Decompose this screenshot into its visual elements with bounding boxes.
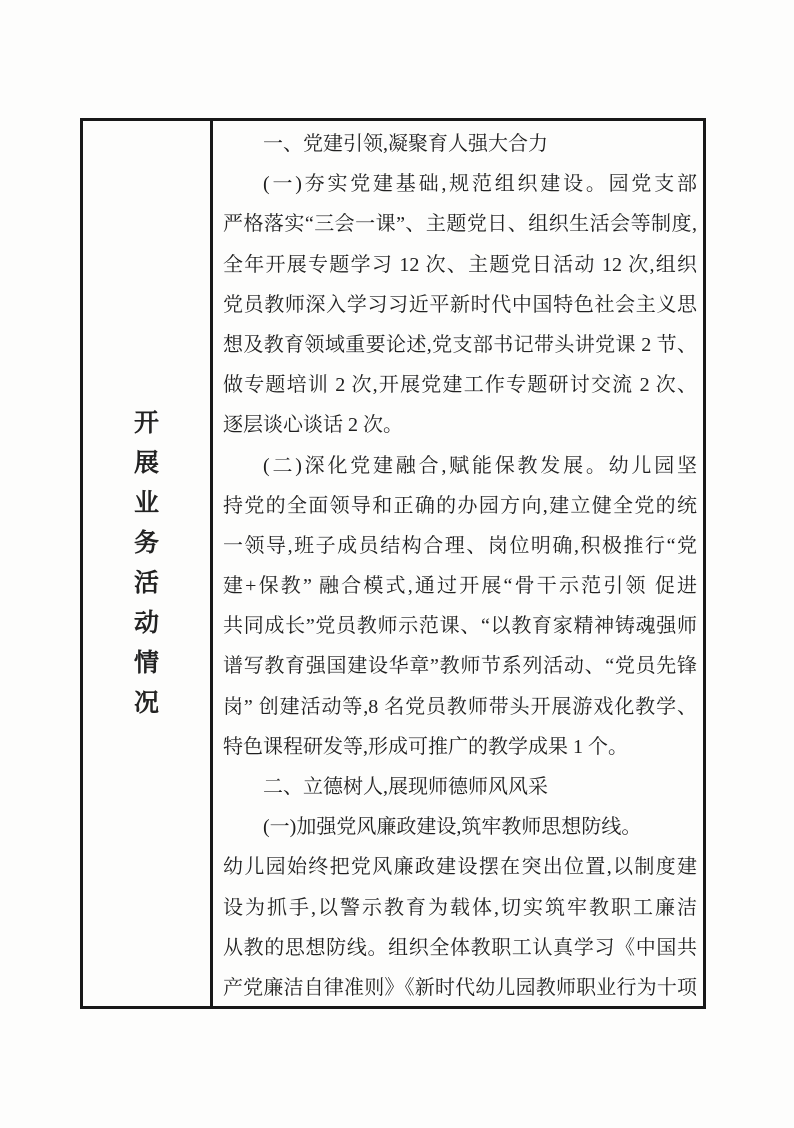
body-text-line: (一)夯实党建基础,规范组织建设。园党支部 <box>263 173 697 196</box>
body-text-line: 想及教育领域重要论述,党支部书记带头讲党课 2 节、 <box>223 333 697 356</box>
body-text-line: 建+保教” 融合模式,通过开展“骨干示范引领 促进 <box>223 575 697 598</box>
body-text-line: 从教的思想防线。组织全体教职工认真学习《中国共 <box>223 936 697 959</box>
activity-label-char: 开 <box>133 409 159 437</box>
body-text-line: 做专题培训 2 次,开展党建工作专题研讨交流 2 次、 <box>223 374 697 397</box>
body-text-line: 一、党建引领,凝聚育人强大合力 <box>263 133 548 155</box>
document-table <box>80 118 706 1009</box>
body-text-line: 持党的全面领导和正确的办园方向,建立健全党的统 <box>223 494 697 517</box>
body-text-line: 谱写教育强国建设华章”教师节系列活动、“党员先锋 <box>223 655 697 678</box>
body-text-line: (一)加强党风廉政建设,筑牢教师思想防线。 <box>263 816 642 839</box>
activity-label-char: 务 <box>133 529 159 557</box>
body-text-line: 共同成长”党员教师示范课、“以教育家精神铸魂强师 <box>223 615 697 638</box>
body-text-line: 逐层谈心谈话 2 次。 <box>223 414 403 437</box>
body-text-line: 幼儿园始终把党风廉政建设摆在突出位置,以制度建 <box>223 856 697 879</box>
body-text-line: 岗” 创建活动等,8 名党员教师带头开展游戏化教学、 <box>223 695 697 718</box>
activity-content-cell <box>213 121 703 1006</box>
activity-label-char: 动 <box>133 609 159 637</box>
body-text-line: 特色课程研发等,形成可推广的教学成果 1 个。 <box>223 735 628 758</box>
body-text-line: 设为抓手,以警示教育为载体,切实筑牢教职工廉洁 <box>223 896 697 919</box>
activity-label-char: 况 <box>133 689 159 717</box>
body-text-line: 全年开展专题学习 12 次、主题党日活动 12 次,组织 <box>223 253 697 276</box>
body-text-line: 二、立德树人,展现师德师风风采 <box>263 776 548 798</box>
body-text-line: (二)深化党建融合,赋能保教发展。幼儿园坚 <box>263 454 697 477</box>
activity-label-char: 业 <box>133 489 159 517</box>
activity-label-char: 活 <box>133 569 159 597</box>
activity-label-char: 展 <box>133 449 159 477</box>
body-text-line: 产党廉洁自律准则》《新时代幼儿园教师职业行为十项 <box>223 976 697 999</box>
body-text-line: 党员教师深入学习习近平新时代中国特色社会主义思 <box>223 293 697 316</box>
body-text-line: 一领导,班子成员结构合理、岗位明确,积极推行“党 <box>223 534 697 557</box>
activity-section-label-cell <box>83 121 213 1006</box>
body-text-line: 严格落实“三会一课”、主题党日、组织生活会等制度, <box>223 213 697 236</box>
activity-label-char: 情 <box>133 649 159 677</box>
